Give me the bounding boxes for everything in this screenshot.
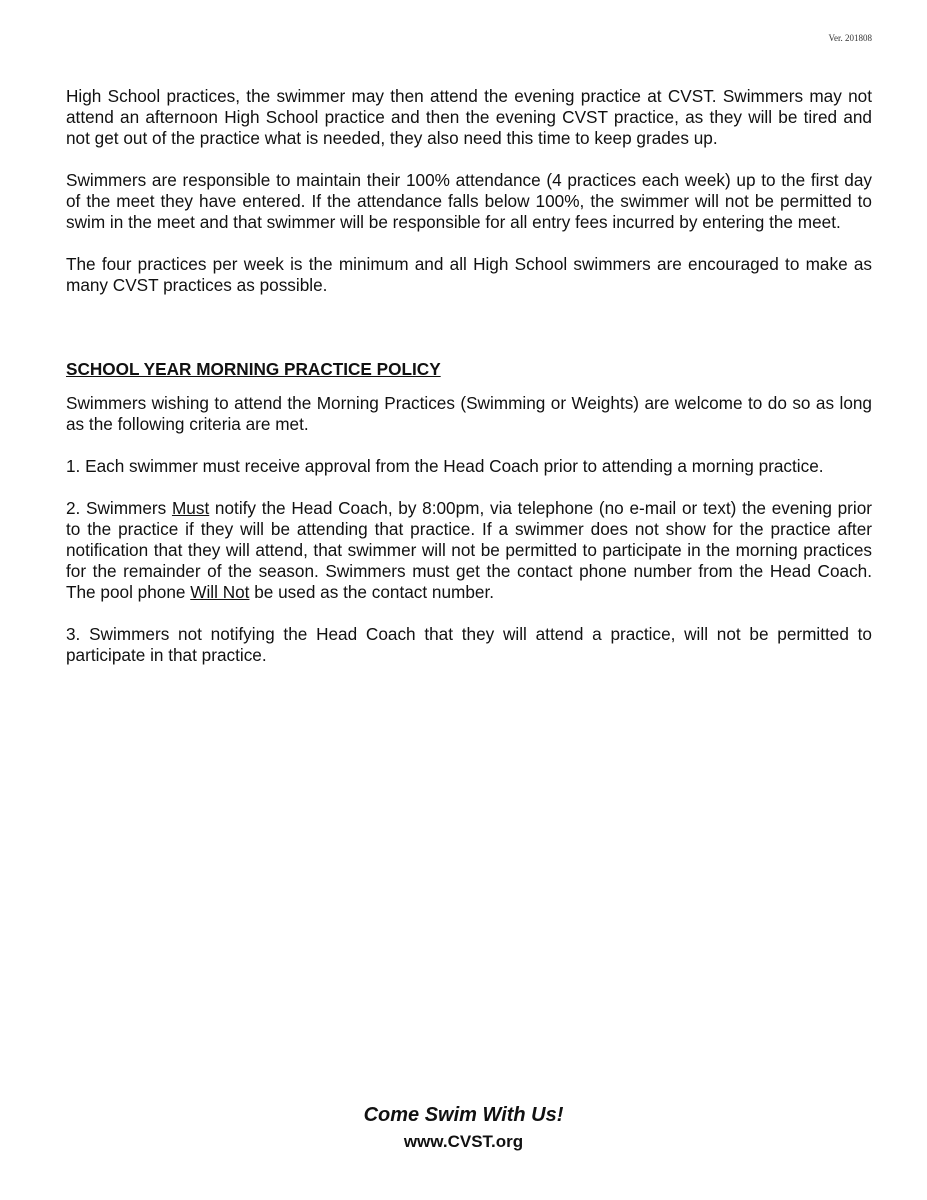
document-body xyxy=(66,86,872,687)
emphasis-will-not: Will Not xyxy=(190,582,250,602)
policy-item-1: 1. Each swimmer must receive approval from the Head Coach prior to attending a morning practice. xyxy=(66,456,824,476)
policy-item-2 xyxy=(66,498,872,603)
paragraph-attendance: Swimmers are responsible to maintain their 100% attendance (4 practices each week) up to the first day of the meet they have entered. If the attendance falls below 100%, the swimmer will not be permitted to swim in the meet and that swimmer will be responsible for all entry fees incurred by entering the meet. xyxy=(66,170,872,232)
footer-website-link[interactable]: www.CVST.org xyxy=(403,1132,524,1151)
policy-item-2-text: be used as the contact number. xyxy=(249,582,495,602)
paragraph-hs-practices: High School practices, the swimmer may then attend the evening practice at CVST. Swimmers may not attend an afternoon High School practice and then the evening CVST practice, as they will be tired and not get out of the practice what is needed, they also need this time to keep grades up. xyxy=(66,86,872,148)
section-spacer xyxy=(66,317,872,359)
version-label: Ver. 201808 xyxy=(828,33,872,43)
morning-policy-intro: Swimmers wishing to attend the Morning Practices (Swimming or Weights) are welcome to do so as long as the following criteria are met. xyxy=(66,393,872,434)
emphasis-must: Must xyxy=(171,498,210,518)
policy-item-2-text: 2. Swimmers xyxy=(66,498,172,518)
footer-slogan: Come Swim With Us! xyxy=(363,1104,564,1126)
policy-item-3: 3. Swimmers not notifying the Head Coach that they will attend a practice, will not be permitted to participate in that practice. xyxy=(66,624,872,665)
policy-item-2-text: notify the Head Coach, by 8:00pm, via telephone (no e-mail or text) the evening prior to the practice if they will be attending that practice. If a swimmer does not show for the practice after notification that they will attend, that swimmer will not be permitted to participate in the morning practices for the remainder of the season. Swimmers must get the contact phone number from the Head Coach. The pool phone xyxy=(66,498,872,602)
paragraph-minimum-practices: The four practices per week is the minimum and all High School swimmers are encouraged to make as many CVST practices as possible. xyxy=(66,254,872,295)
section-heading-morning-policy: SCHOOL YEAR MORNING PRACTICE POLICY xyxy=(66,359,441,379)
